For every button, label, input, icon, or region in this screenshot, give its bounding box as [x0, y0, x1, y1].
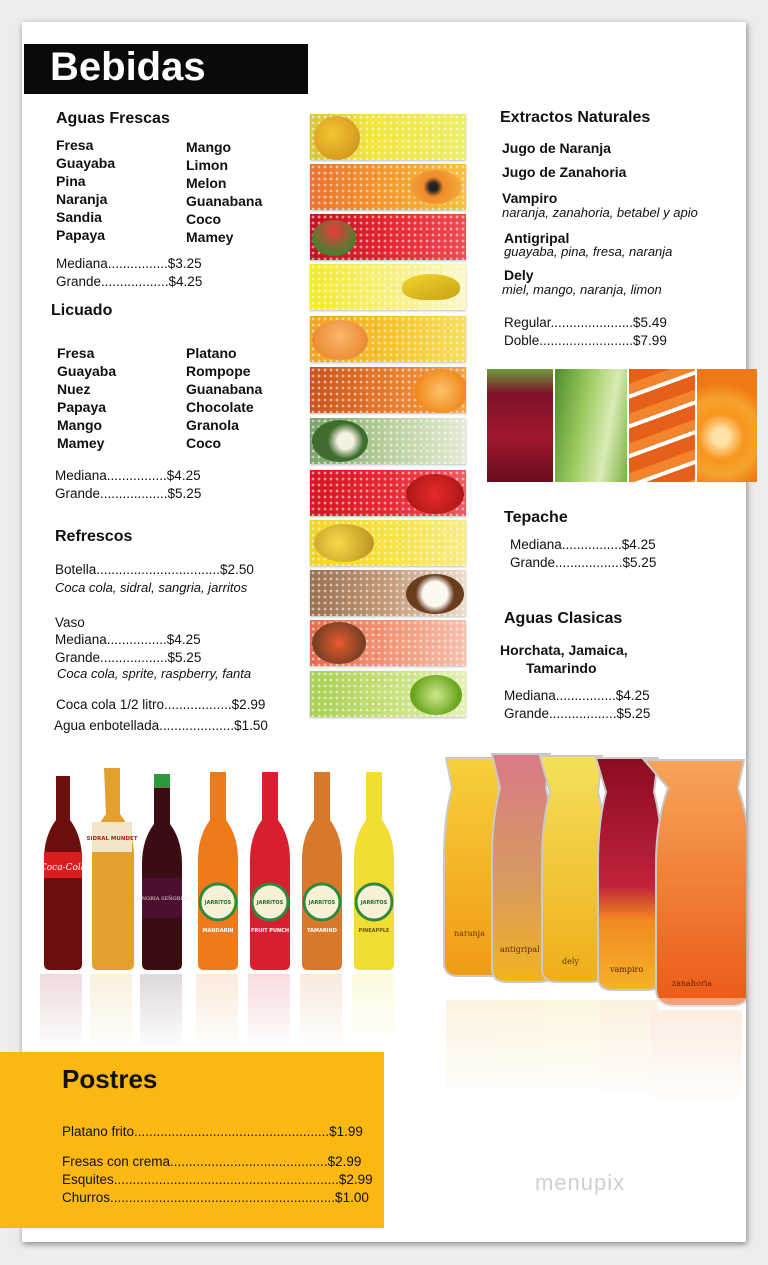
strawberry-image — [406, 474, 464, 514]
bottle-label: Coca-Cola — [39, 863, 87, 873]
menu-item: Guayaba — [57, 363, 117, 379]
menu-item: Nuez — [57, 381, 91, 397]
lime-image — [410, 675, 462, 715]
menu-item: Papaya — [56, 227, 106, 243]
licuado-col1 — [57, 344, 116, 452]
juice-label: antigripal — [500, 945, 540, 954]
bottle-jarritos-mandarin — [198, 772, 238, 970]
price-line: Mediana................$4.25 — [55, 468, 201, 483]
refrescos-coca-litro: Coca cola 1/2 litro..................$2.99 — [56, 697, 266, 712]
pina-strip — [310, 520, 466, 566]
menu-item: Melon — [186, 175, 227, 191]
price-line: Mediana................$3.25 — [56, 256, 202, 271]
pineapple-image — [314, 524, 374, 562]
bottle-jarritos-tamarind — [302, 772, 342, 970]
fresa-strip — [310, 470, 466, 516]
refrescos-agua: Agua enbotellada....................$1.50 — [54, 718, 268, 733]
coconut-image — [406, 574, 464, 614]
licuado-col2 — [186, 344, 262, 452]
postres-item: Fresas con crema..........................................$2.99 — [62, 1154, 362, 1169]
melon-strip — [310, 316, 466, 362]
refrescos-vaso-grande: Grande..................$5.25 — [55, 650, 202, 665]
juice-label: dely — [562, 957, 579, 966]
bottle-coca-cola — [40, 776, 86, 970]
postres-item: Churros............................................................$1.00 — [62, 1190, 369, 1205]
bottle-label: SANGRIA SEÑORIAL — [134, 896, 190, 902]
extracto-vampiro-desc: naranja, zanahoria, betabel y apio — [502, 205, 698, 220]
naranja-strip — [310, 367, 466, 413]
menu-item: Mango — [57, 417, 103, 433]
licuado-title: Licuado — [51, 302, 113, 319]
price-line: Regular......................$5.49 — [504, 315, 667, 330]
juice-zanahoria — [644, 760, 746, 1006]
juice-carafes-photo — [440, 750, 746, 1110]
banana-image — [402, 274, 460, 300]
extracto-zanahoria: Jugo de Zanahoria — [502, 164, 627, 180]
mamey-image — [312, 622, 366, 664]
orange-image — [414, 369, 466, 413]
bottle-label: JARRITOS — [256, 900, 284, 906]
mango-strip — [310, 114, 466, 160]
juice-dely — [540, 756, 606, 982]
vegetables-photo — [487, 369, 757, 482]
aguas-clasicas-title: Aguas Clasicas — [504, 610, 623, 627]
papaya-image — [410, 170, 462, 204]
refrescos-title: Refrescos — [55, 528, 133, 545]
cantaloupe-image — [312, 320, 368, 360]
menu-item: Guayaba — [56, 155, 116, 171]
aguas-frescas-title: Aguas Frescas — [56, 110, 170, 127]
refrescos-vaso-mediana: Mediana................$4.25 — [55, 632, 201, 647]
soursop-image — [312, 420, 368, 462]
watermelon-image — [312, 220, 356, 256]
price-line: Mediana................$4.25 — [510, 537, 656, 552]
price-line: Grande..................$5.25 — [504, 706, 651, 721]
bottle-flavor: MANDARIN — [202, 928, 234, 934]
juice-label: vampiro — [610, 965, 644, 974]
menu-item: Coco — [186, 211, 221, 227]
bottle-sidral — [86, 768, 137, 970]
extracto-antigripal: Antigripal — [504, 230, 570, 246]
bottle-label: JARRITOS — [360, 900, 388, 906]
aguas-frescas-prices — [56, 255, 202, 291]
papaya-strip — [310, 164, 466, 210]
menu-item: Limon — [186, 157, 228, 173]
refrescos-botella: Botella.................................$2.50 — [55, 562, 254, 577]
carrot-image — [629, 369, 695, 482]
page-title: Bebidas — [50, 45, 206, 89]
platano-strip — [310, 264, 466, 310]
extracto-antigripal-desc: guayaba, pina, fresa, naranja — [504, 244, 673, 259]
juice-vampiro — [596, 758, 662, 990]
juice-label: zanahoria — [672, 979, 713, 988]
extracto-dely-desc: miel, mango, naranja, limon — [502, 282, 662, 297]
menu-item: Granola — [186, 417, 239, 433]
postres-item: Esquites............................................................$2.99 — [62, 1172, 373, 1187]
aguas-clasicas-line2: Tamarindo — [526, 660, 597, 676]
menu-item: Guanabana — [186, 381, 263, 397]
juice-label: naranja — [454, 929, 485, 938]
menu-item: Guanabana — [186, 193, 263, 209]
menupix-watermark: menupix — [535, 1170, 626, 1195]
guanabana-strip — [310, 418, 466, 464]
menu-item: Fresa — [57, 345, 95, 361]
bottle-jarritos-fruit-punch — [250, 772, 290, 970]
tepache-prices — [510, 536, 656, 572]
soda-bottles-photo — [30, 762, 410, 1052]
price-line: Mediana................$4.25 — [504, 688, 650, 703]
postres-item: Platano frito....................................................$1.99 — [62, 1124, 363, 1139]
sandia-strip — [310, 214, 466, 260]
beet-image — [487, 369, 553, 482]
menu-item: Naranja — [56, 191, 108, 207]
bottle-label: SIDRAL MUNDET — [86, 836, 138, 842]
limon-strip — [310, 671, 466, 717]
bottle-label: JARRITOS — [308, 900, 336, 906]
bottle-label: JARRITOS — [204, 900, 232, 906]
bottle-flavor: FRUIT PUNCH — [250, 928, 290, 934]
menu-item: Platano — [186, 345, 237, 361]
celery-image — [555, 369, 627, 482]
extracto-naranja: Jugo de Naranja — [502, 140, 611, 156]
mango-image — [314, 116, 360, 160]
bottle-flavor: PINEAPPLE — [358, 928, 390, 934]
refrescos-vaso-desc: Coca cola, sprite, raspberry, fanta — [57, 666, 252, 681]
extractos-prices — [504, 314, 667, 350]
aguas-clasicas-prices — [504, 687, 650, 723]
refrescos-vaso: Vaso — [55, 615, 85, 630]
extracto-vampiro: Vampiro — [502, 190, 558, 206]
extractos-title: Extractos Naturales — [500, 109, 651, 126]
menu-item: Chocolate — [186, 399, 254, 415]
extracto-dely: Dely — [504, 267, 534, 283]
menu-item: Coco — [186, 435, 221, 451]
menu-item: Sandia — [56, 209, 102, 225]
refrescos-botella-desc: Coca cola, sidral, sangria, jarritos — [55, 580, 248, 595]
menu-item: Pina — [56, 173, 86, 189]
menu-item: Mamey — [57, 435, 105, 451]
price-line: Doble.........................$7.99 — [504, 333, 667, 348]
coco-strip — [310, 570, 466, 616]
price-line: Grande..................$5.25 — [55, 486, 202, 501]
bottle-sangria — [135, 774, 190, 970]
aguas-frescas-col2 — [186, 138, 262, 246]
price-line: Grande..................$4.25 — [56, 274, 203, 289]
postres-title: Postres — [62, 1064, 158, 1094]
price-line: Grande..................$5.25 — [510, 555, 657, 570]
aguas-frescas-col1 — [56, 136, 115, 244]
bottle-flavor: TAMARIND — [307, 928, 337, 934]
mamey-strip — [310, 620, 466, 666]
bottle-jarritos-pineapple — [354, 772, 394, 970]
menu-item: Rompope — [186, 363, 251, 379]
menu-item: Mamey — [186, 229, 234, 245]
menu-item: Fresa — [56, 137, 94, 153]
tepache-title: Tepache — [504, 509, 568, 526]
orange-slice-image — [697, 369, 757, 482]
menu-item: Mango — [186, 139, 232, 155]
licuado-prices — [55, 467, 201, 503]
aguas-clasicas-line1: Horchata, Jamaica, — [500, 642, 628, 658]
menu-item: Papaya — [57, 399, 107, 415]
